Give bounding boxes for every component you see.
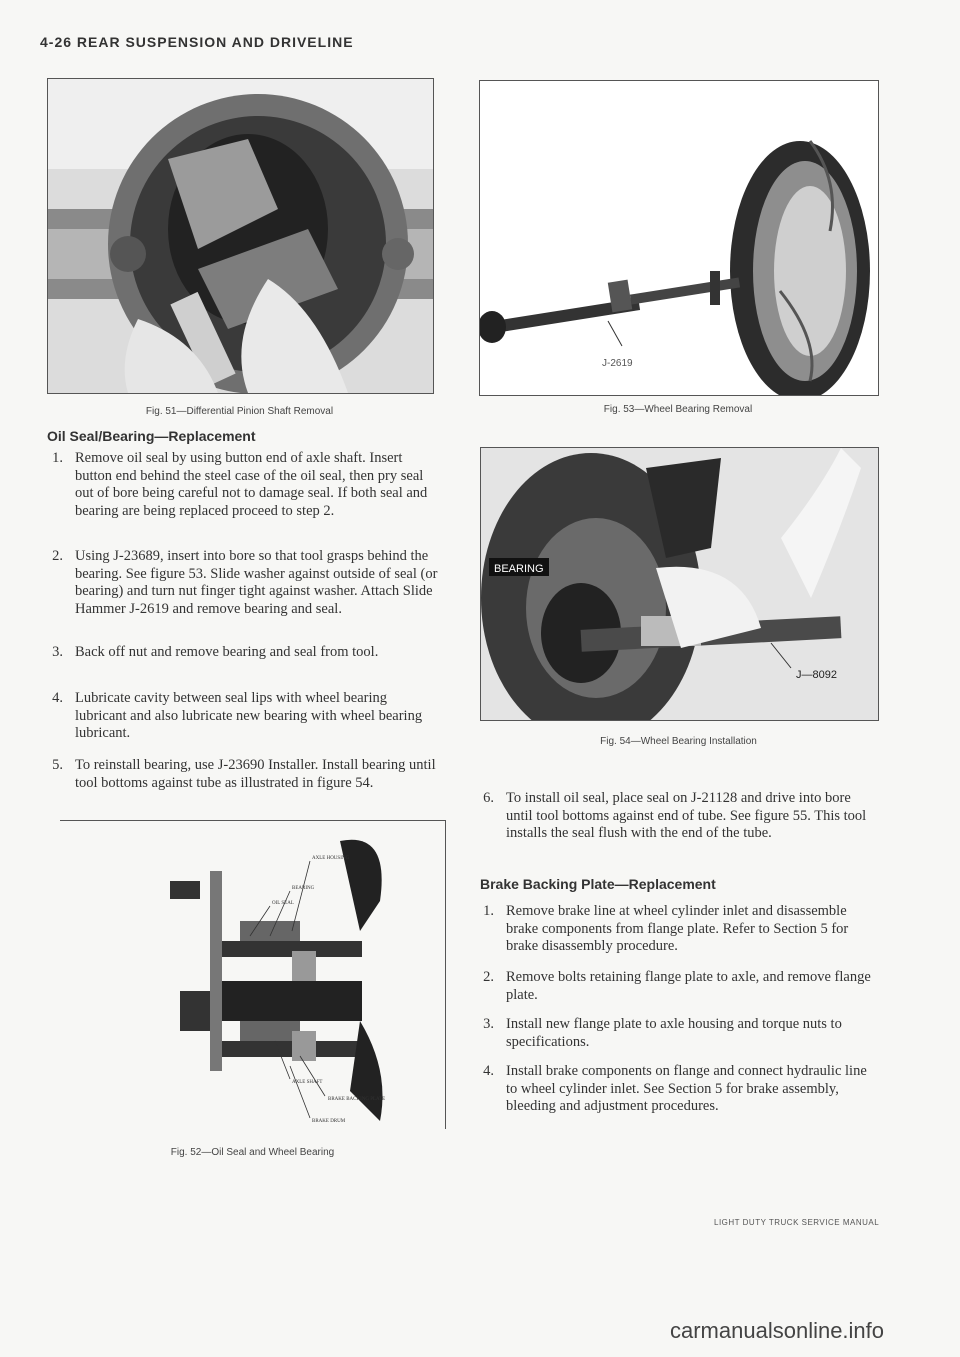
page-header: 4-26 REAR SUSPENSION AND DRIVELINE [40,34,354,50]
section-brake-backing-heading: Brake Backing Plate—Replacement [480,876,716,892]
step-2-2 [478,969,880,1004]
differential-photo [48,79,433,393]
label-bearing: BEARING [292,886,315,891]
wheel-bearing-installation-photo [481,448,878,720]
step-number: 5. [52,757,63,773]
oil-seal-bearing-diagram [60,821,445,1129]
figure-52-diagram [60,820,446,1129]
step-text: Remove brake line at wheel cylinder inlet and disassemble brake components from flange plate. Refer to Section 5 for brake disassembly procedure. [506,903,849,955]
bearing-label: BEARING [494,563,544,575]
label-axle-housing: AXLE HOUSING [312,856,350,861]
step-text: To reinstall bearing, use J-23690 Installer. Install bearing until tool bottoms against tube as illustrated in figure 54. [75,757,436,791]
step-number: 2. [52,548,63,564]
figure-53-caption: Fig. 53—Wheel Bearing Removal [603,404,753,415]
figure-54-caption: Fig. 54—Wheel Bearing Installation [600,736,757,747]
step-2-3 [478,1016,880,1051]
step-1-3 [47,644,441,662]
section-oil-seal-heading: Oil Seal/Bearing—Replacement [47,428,256,444]
tool-label-j8092: J—8092 [796,669,837,681]
step-text: Install brake components on flange and connect hydraulic line to wheel cylinder inlet. See Section 5 for brake assembly, bleeding and adjustment procedures. [506,1063,867,1115]
step-2-4 [478,1063,880,1116]
step-text: Remove oil seal by using button end of axle shaft. Insert button end behind the steel case of the oil seal, then pry seal out of bore being careful not to damage seal. If both seal and bearing are being replaced proceed to step 2. [75,450,428,519]
step-text: Remove bolts retaining flange plate to axle, and remove flange plate. [506,969,871,1003]
step-number: 2. [483,969,494,985]
step-text: Install new flange plate to axle housing and torque nuts to specifications. [506,1016,842,1050]
step-text: Lubricate cavity between seal lips with wheel bearing lubricant and also lubricate new bearing with wheel bearing lubricant. [75,690,423,742]
figure-51-photo [47,78,434,394]
step-number: 4. [483,1063,494,1079]
step-text: Back off nut and remove bearing and seal from tool. [75,644,379,660]
label-axle-shaft: AXLE SHAFT [292,1080,323,1085]
wheel-bearing-removal-photo [480,81,878,395]
page-footer: LIGHT DUTY TRUCK SERVICE MANUAL [714,1218,880,1227]
step-number: 3. [52,644,63,660]
figure-52-caption: Fig. 52—Oil Seal and Wheel Bearing [170,1147,335,1158]
step-2-1 [478,903,880,956]
step-1-2 [47,548,441,618]
step-text: To install oil seal, place seal on J-21128 and drive into bore until tool bottoms against end of tube. See figure 55. This tool installs the seal flush with the end of the tube. [506,790,867,842]
step-1-1 [47,450,441,520]
watermark: carmanualsonline.info [670,1318,885,1343]
figure-53-photo [479,80,879,396]
step-number: 1. [483,903,494,919]
step-number: 1. [52,450,63,466]
step-text: Using J-23689, insert into bore so that tool grasps behind the bearing. See figure 53. Slide washer against outside of seal (or bearing) and turn nut finger tight against washer. Attach Slide Hammer J-2619 and remove bearing and seal. [75,548,438,617]
tool-label-j2619: J-2619 [602,358,633,369]
step-number: 4. [52,690,63,706]
figure-51-caption: Fig. 51—Differential Pinion Shaft Removal [145,406,334,417]
label-oil-seal: OIL SEAL [272,901,294,906]
step-number: 3. [483,1016,494,1032]
step-1-5 [47,757,441,792]
label-brake-backing-plate: BRAKE BACKING PLATE [328,1097,386,1102]
step-1-4 [47,690,441,743]
label-brake-drum: BRAKE DRUM [312,1119,346,1124]
step-number: 6. [483,790,494,806]
figure-54-photo [480,447,879,721]
step-1-6 [478,790,880,843]
